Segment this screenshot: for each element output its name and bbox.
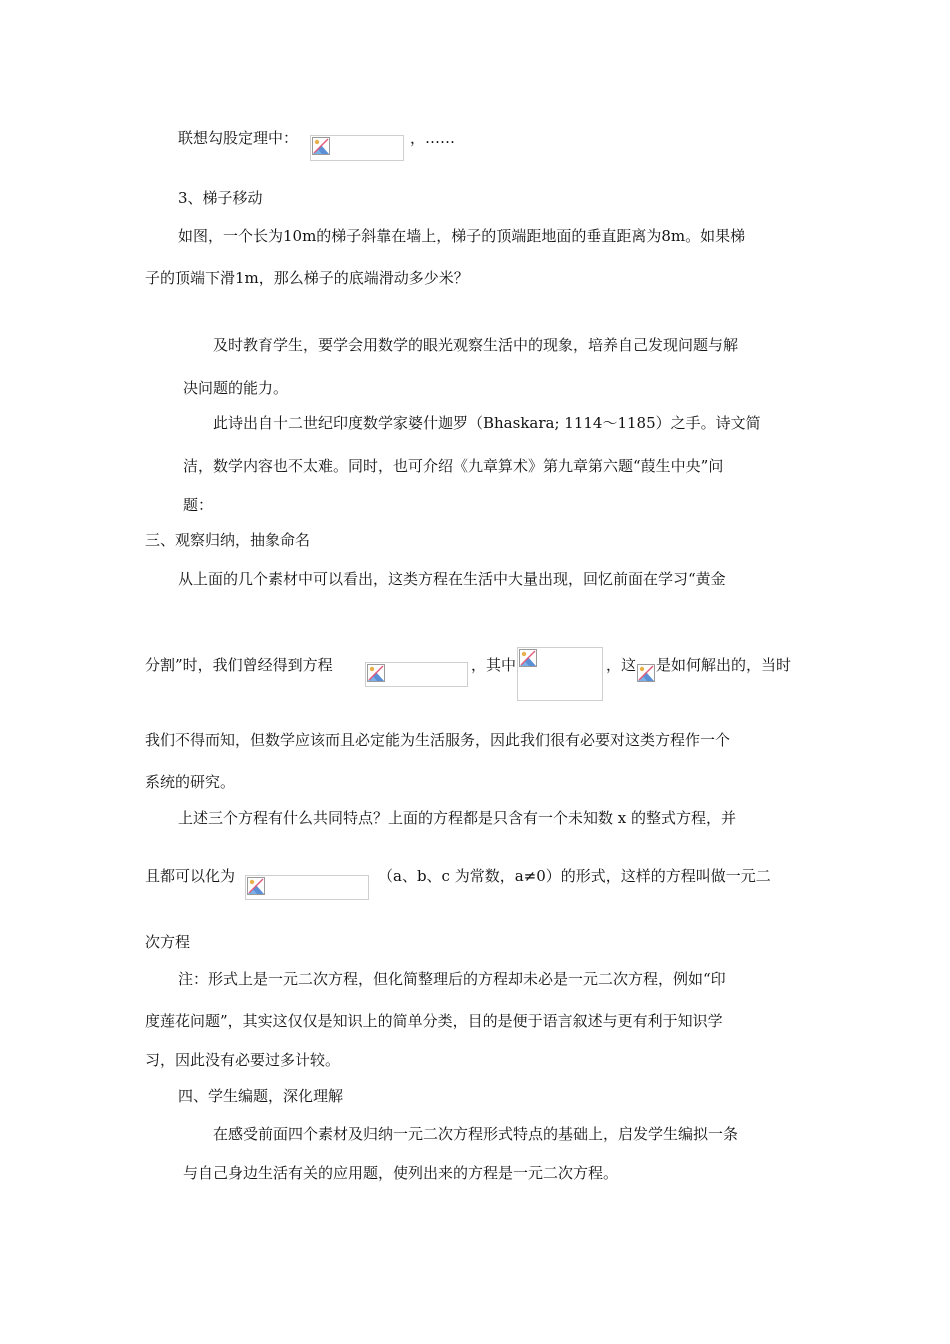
broken-image-icon bbox=[637, 664, 655, 682]
text-line: 系统的研究。 bbox=[145, 773, 236, 791]
broken-image-icon bbox=[247, 877, 265, 895]
text-line: ，其中 bbox=[471, 656, 517, 674]
text-line: 如图，一个长为10m的梯子斜靠在墙上，梯子的顶端距地面的垂直距离为8m。如果梯 bbox=[178, 227, 746, 245]
section-heading: 三、观察归纳，抽象命名 bbox=[145, 531, 311, 549]
section-heading: 四、学生编题，深化理解 bbox=[178, 1087, 344, 1105]
text-line: 上述三个方程有什么共同特点？上面的方程都是只含有一个未知数 x 的整式方程，并 bbox=[178, 809, 736, 827]
text-line: 洁，数学内容也不太难。同时，也可介绍《九章算术》第九章第六题“葭生中央”问 bbox=[183, 457, 724, 475]
text-line: 联想勾股定理中： bbox=[178, 129, 299, 147]
text-line: 我们不得而知，但数学应该而且必定能为生活服务，因此我们很有必要对这类方程作一个 bbox=[145, 731, 731, 749]
text-line: ，…… bbox=[410, 129, 456, 147]
text-line: ，这 bbox=[606, 656, 637, 674]
text-line: （a、b、c 为常数，a≠0）的形式，这样的方程叫做一元二 bbox=[378, 867, 771, 885]
broken-image-icon bbox=[519, 649, 537, 667]
text-line: 且都可以化为 bbox=[145, 867, 236, 885]
text-line: 是如何解出的，当时 bbox=[656, 656, 792, 674]
formula-image bbox=[310, 135, 404, 161]
section-subtitle: 3、梯子移动 bbox=[178, 189, 263, 207]
text-line: 度莲花问题”，其实这仅仅是知识上的简单分类，目的是便于语言叙述与更有利于知识学 bbox=[145, 1012, 723, 1030]
text-line: 与自己身边生活有关的应用题，使列出来的方程是一元二次方程。 bbox=[183, 1164, 619, 1182]
broken-image-icon bbox=[312, 137, 330, 155]
broken-image-icon bbox=[367, 664, 385, 682]
text-line: 子的顶端下滑1m，那么梯子的底端滑动多少米？ bbox=[145, 269, 469, 287]
text-line: 注：形式上是一元二次方程，但化简整理后的方程却未必是一元二次方程，例如“印 bbox=[178, 970, 726, 988]
text-line: 次方程 bbox=[145, 933, 191, 951]
text-line: 从上面的几个素材中可以看出，这类方程在生活中大量出现，回忆前面在学习“黄金 bbox=[178, 570, 726, 588]
text-line: 及时教育学生，要学会用数学的眼光观察生活中的现象，培养自己发现问题与解 bbox=[213, 336, 739, 354]
text-line: 分割”时，我们曾经得到方程 bbox=[145, 656, 333, 674]
text-line: 习，因此没有必要过多计较。 bbox=[145, 1051, 341, 1069]
text-line: 决问题的能力。 bbox=[183, 379, 289, 397]
text-line: 题： bbox=[183, 496, 214, 514]
formula-image bbox=[245, 875, 369, 900]
formula-image bbox=[517, 647, 603, 701]
text-line: 此诗出自十二世纪印度数学家婆什迦罗（Bhaskara; 1114～1185）之手。诗文简 bbox=[213, 414, 761, 432]
formula-image bbox=[365, 662, 468, 687]
text-line: 在感受前面四个素材及归纳一元二次方程形式特点的基础上，启发学生编拟一条 bbox=[213, 1125, 739, 1143]
